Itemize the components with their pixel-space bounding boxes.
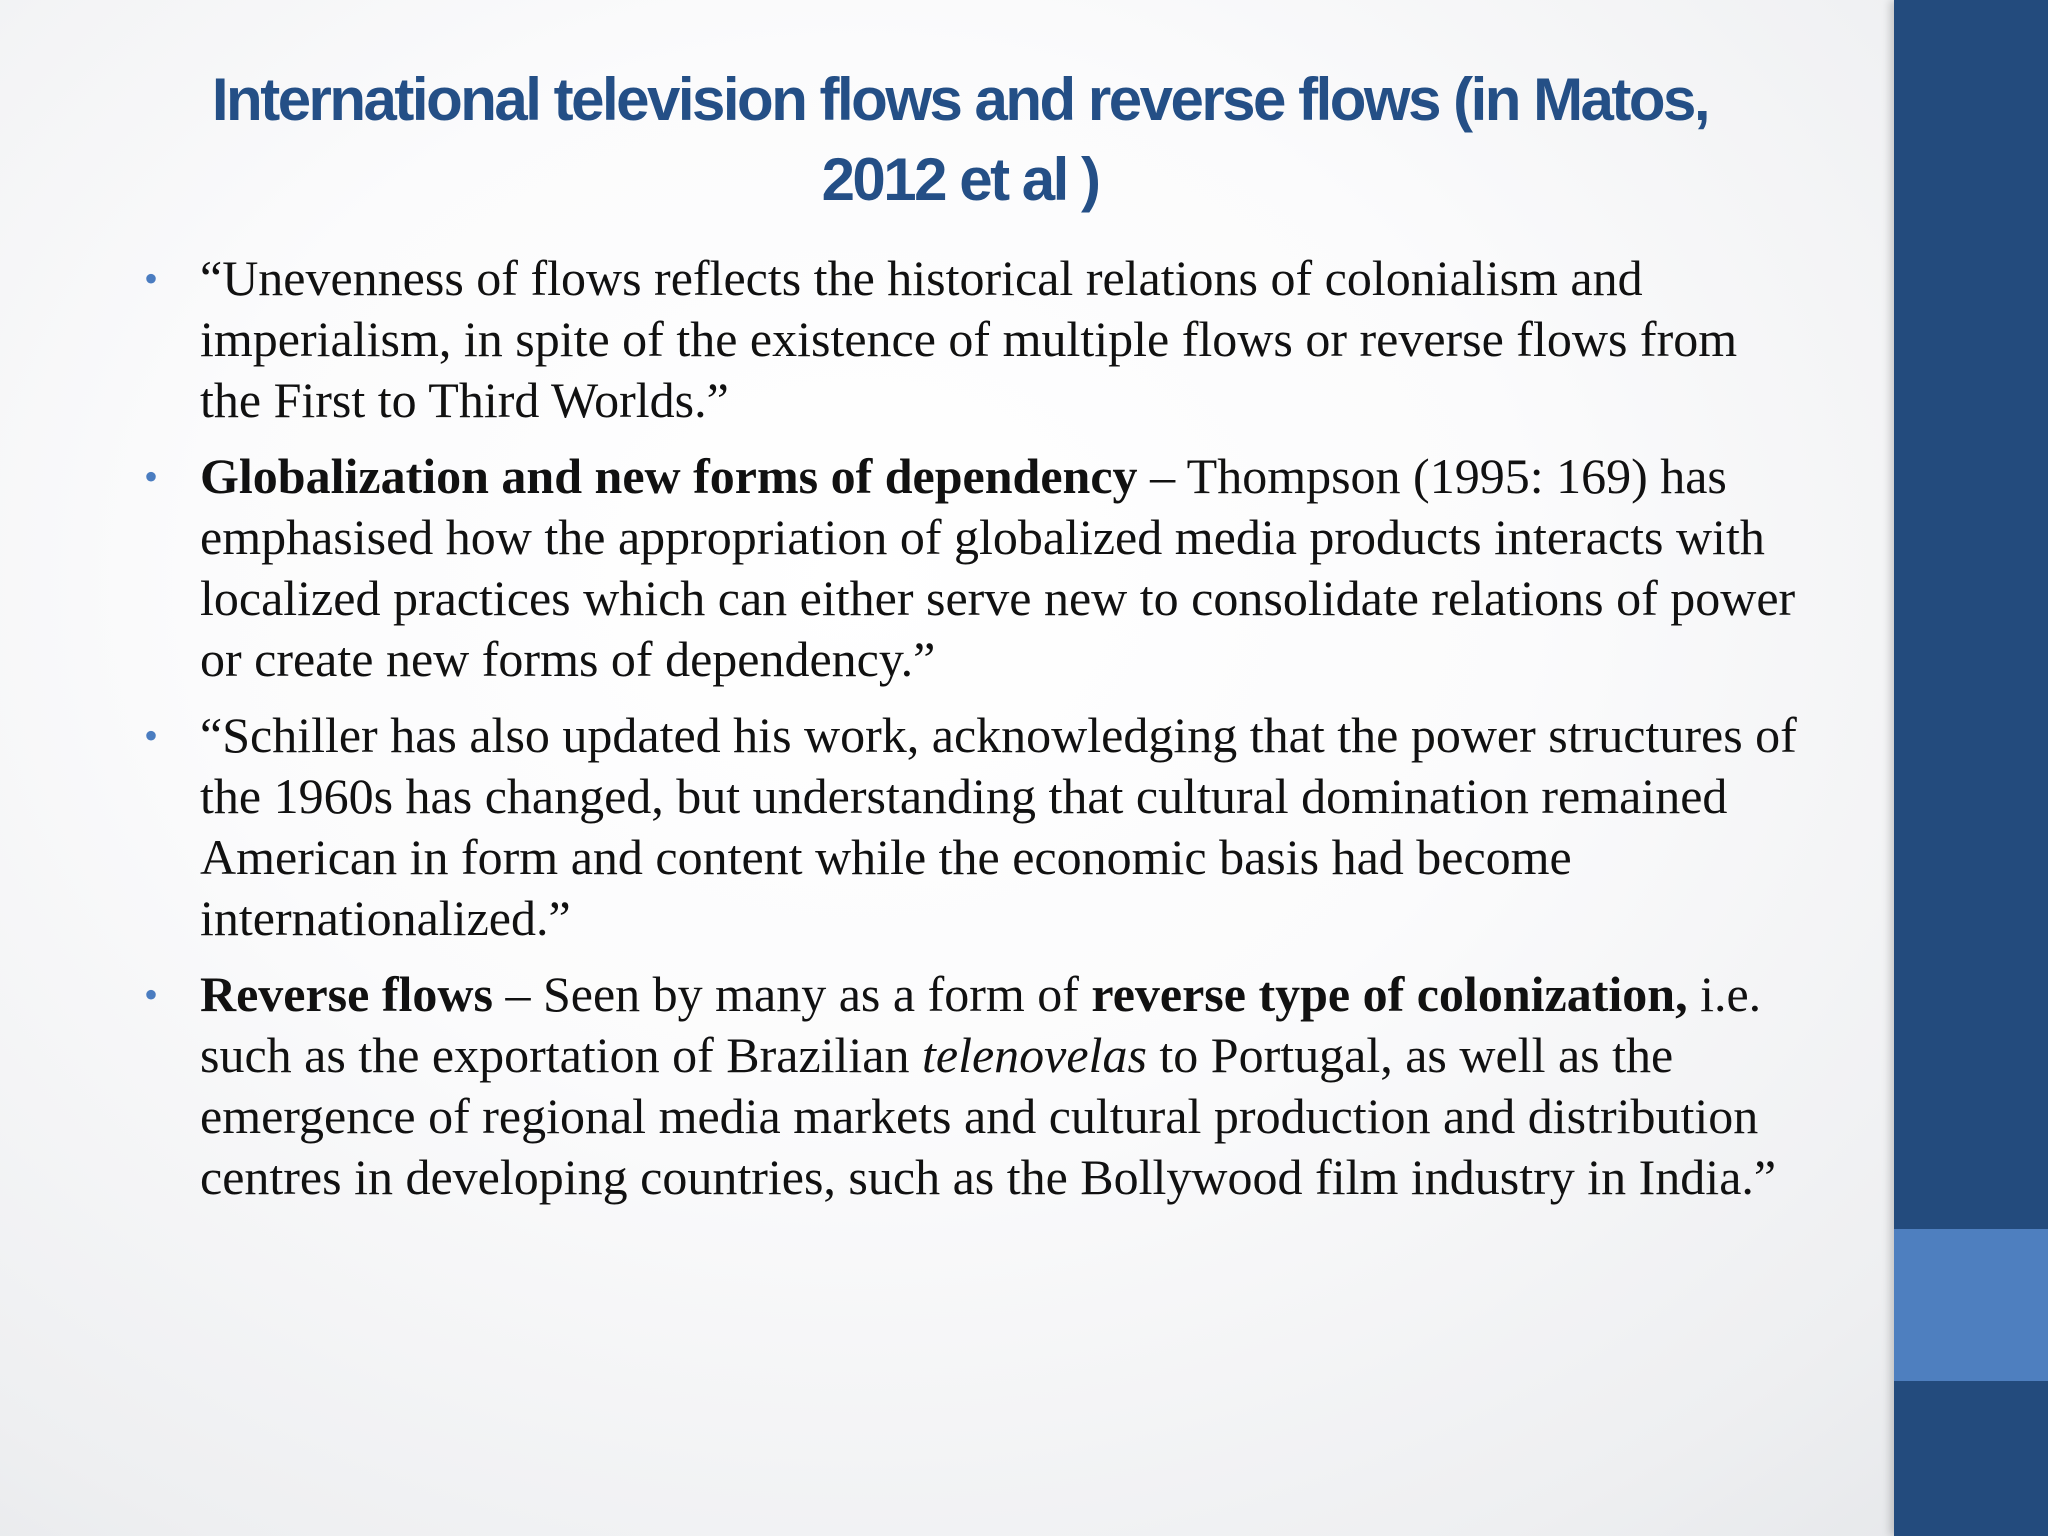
side-bar-accent — [1894, 1229, 2048, 1381]
bullet-item-reverse-flows — [140, 964, 1800, 1208]
bullet-item-unevenness — [140, 248, 1800, 431]
bullet-bold-lead: Globalization and new forms of dependency — [200, 448, 1138, 504]
bullet-text: – Thompson (1995: 169) has emphasised how the appropriation of globalized media products interacts with localized practices which can either serve new to consolidate relations of power or create new forms of dependency.” — [200, 448, 1796, 687]
bullet-dot-icon: • — [144, 972, 159, 1017]
bullet-item-globalization — [140, 446, 1800, 690]
side-bar — [1894, 0, 2048, 1536]
bullet-italic-term: telenovelas — [922, 1027, 1147, 1083]
bullet-dot-icon: • — [144, 454, 159, 499]
bullet-text: “Schiller has also updated his work, acknowledging that the power structures of the 1960s has changed, but understanding that cultural domination remained American in form and content while the economic basis had become internationalized.” — [200, 707, 1797, 946]
bullet-item-schiller — [140, 705, 1800, 949]
bullet-list — [140, 248, 1800, 1223]
bullet-bold-mid: reverse type of colonization, — [1091, 966, 1688, 1022]
bullet-text-b: i.e. such as the exportation of Brazilian — [200, 966, 1762, 1083]
slide-title — [100, 60, 1820, 220]
bullet-dot-icon: • — [144, 713, 159, 758]
slide-title-line-1: International television flows and reverse flows (in Matos, — [211, 66, 1709, 133]
bullet-text: “Unevenness of flows reflects the historical relations of colonialism and imperialism, in spite of the existence of multiple flows or reverse flows from the First to Third Worlds.” — [200, 250, 1738, 428]
bullet-bold-lead: Reverse flows — [200, 966, 493, 1022]
bullet-text-c: to Portugal, as well as the emergence of regional media markets and cultural production and distribution centres in developing countries, such as the Bollywood film industry in India.” — [200, 1027, 1777, 1205]
bullet-dot-icon: • — [144, 256, 159, 301]
slide-title-line-2: 2012 et al ) — [821, 146, 1099, 213]
bullet-text-a: – Seen by many as a form of — [492, 966, 1092, 1022]
